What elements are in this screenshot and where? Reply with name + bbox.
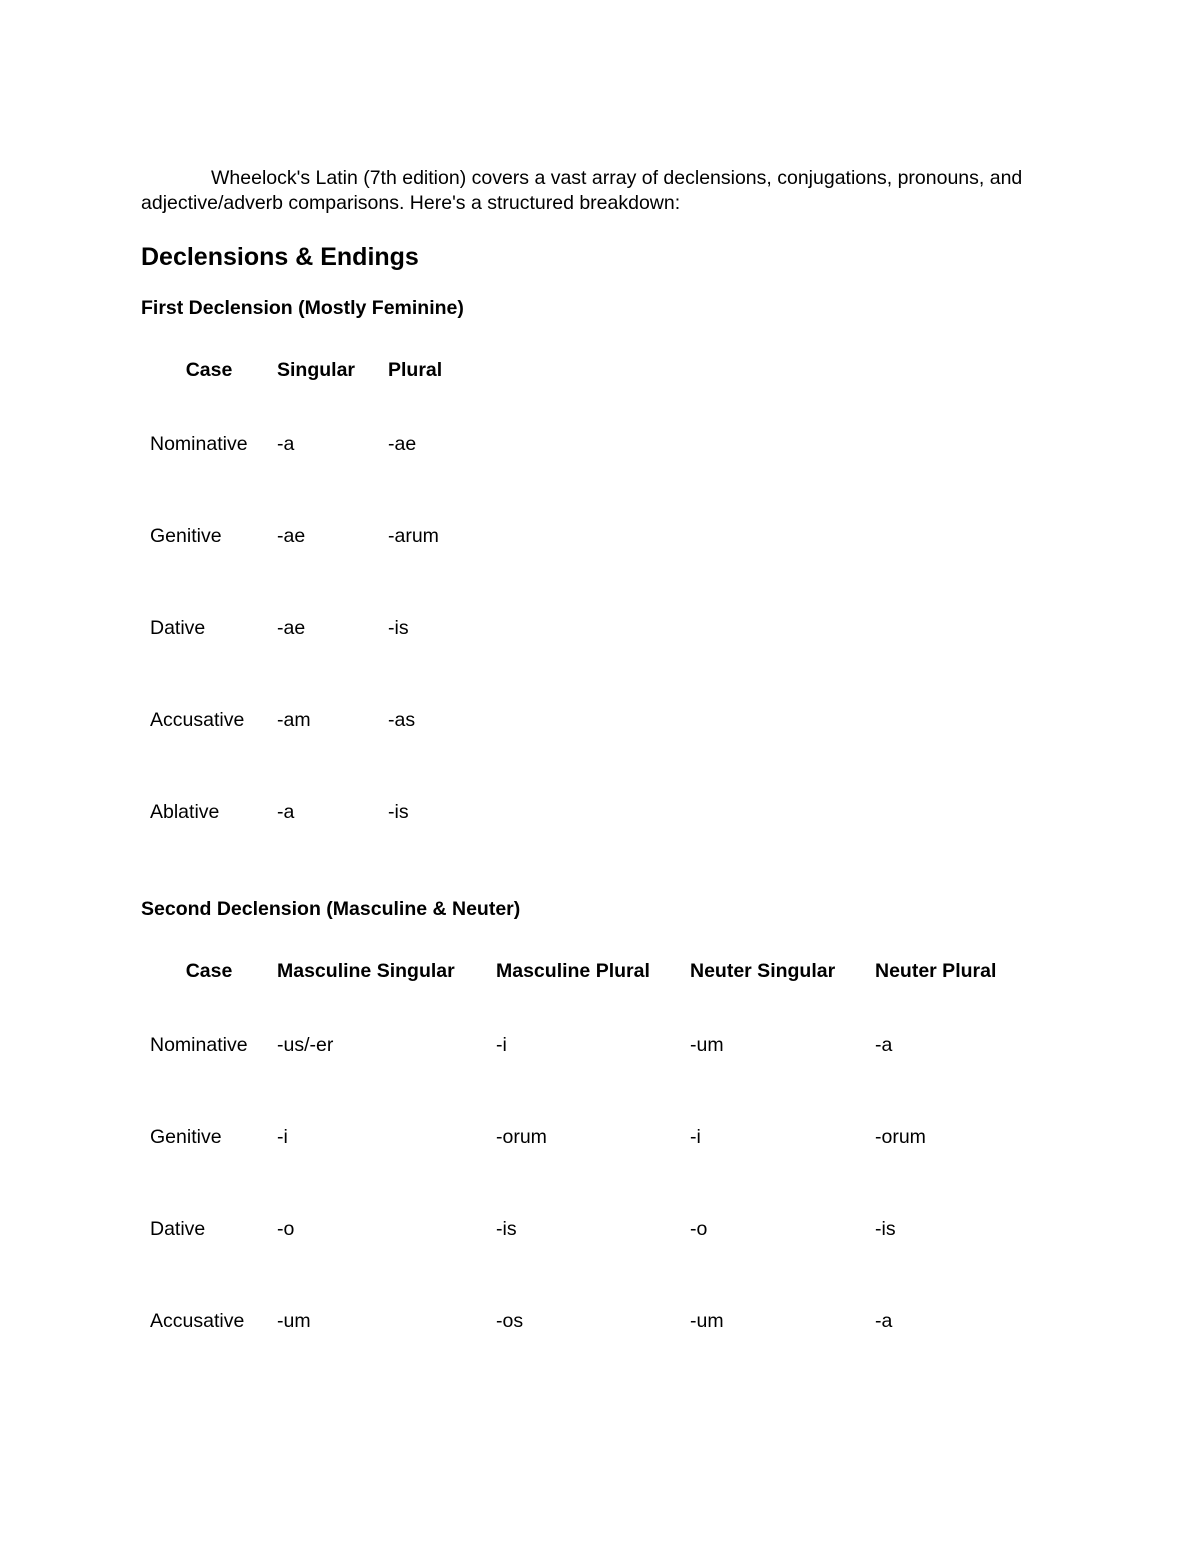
ending-cell: -i [690, 1125, 701, 1148]
ending-cell: -a [875, 1309, 893, 1332]
ending-cell: -am [277, 708, 311, 731]
table-row [141, 582, 498, 674]
column-header-masculine-plural: Masculine Plural [496, 959, 650, 982]
ending-cell: -os [496, 1309, 524, 1332]
ending-cell: -is [875, 1217, 896, 1240]
ending-cell: -as [388, 708, 416, 731]
ending-cell: -orum [496, 1125, 547, 1148]
ending-cell: -is [388, 800, 409, 823]
ending-cell: -um [690, 1309, 724, 1332]
ending-cell: -is [496, 1217, 517, 1240]
ending-cell: -i [277, 1125, 288, 1148]
intro-paragraph: Wheelock's Latin (7th edition) covers a vast array of declensions, conjugations, pronouns, and adjective/adverb comparisons. Here's a structured breakdown: [141, 167, 1023, 214]
case-cell: Accusative [150, 1309, 245, 1332]
ending-cell: -i [496, 1033, 507, 1056]
case-cell: Dative [150, 616, 206, 639]
column-header-case: Case [185, 959, 233, 982]
section-heading: Declensions & Endings [141, 243, 419, 271]
table-row [141, 490, 498, 582]
ending-cell: -ae [388, 432, 417, 455]
column-header-singular: Singular [277, 358, 356, 381]
table-row [141, 1091, 1035, 1183]
second-declension-heading: Second Declension (Masculine & Neuter) [141, 898, 521, 920]
table-row [141, 999, 1035, 1091]
ending-cell: -a [277, 800, 295, 823]
ending-cell: -um [690, 1033, 724, 1056]
ending-cell: -ae [277, 616, 306, 639]
ending-cell: -us/-er [277, 1033, 334, 1056]
column-header-case: Case [185, 358, 233, 381]
case-cell: Genitive [150, 524, 222, 547]
first-declension-table [141, 342, 498, 858]
table-row [141, 766, 498, 858]
case-cell: Genitive [150, 1125, 222, 1148]
case-cell: Accusative [150, 708, 245, 731]
ending-cell: -a [277, 432, 295, 455]
table-row [141, 674, 498, 766]
ending-cell: -orum [875, 1125, 926, 1148]
case-cell: Dative [150, 1217, 206, 1240]
ending-cell: -um [277, 1309, 311, 1332]
column-header-plural: Plural [388, 358, 443, 381]
ending-cell: -a [875, 1033, 893, 1056]
second-declension-table [141, 943, 1035, 1367]
first-declension-heading: First Declension (Mostly Feminine) [141, 297, 464, 319]
ending-cell: -arum [388, 524, 439, 547]
column-header-neuter-singular: Neuter Singular [690, 959, 836, 982]
case-cell: Nominative [150, 1033, 248, 1056]
case-cell: Nominative [150, 432, 248, 455]
ending-cell: -o [690, 1217, 708, 1240]
ending-cell: -is [388, 616, 409, 639]
column-header-neuter-plural: Neuter Plural [875, 959, 997, 982]
table-header-row [141, 342, 498, 398]
table-row [141, 1183, 1035, 1275]
table-row [141, 398, 498, 490]
ending-cell: -o [277, 1217, 295, 1240]
table-row [141, 1275, 1035, 1367]
case-cell: Ablative [150, 800, 220, 823]
column-header-masculine-singular: Masculine Singular [277, 959, 455, 982]
ending-cell: -ae [277, 524, 306, 547]
table-header-row [141, 943, 1035, 999]
